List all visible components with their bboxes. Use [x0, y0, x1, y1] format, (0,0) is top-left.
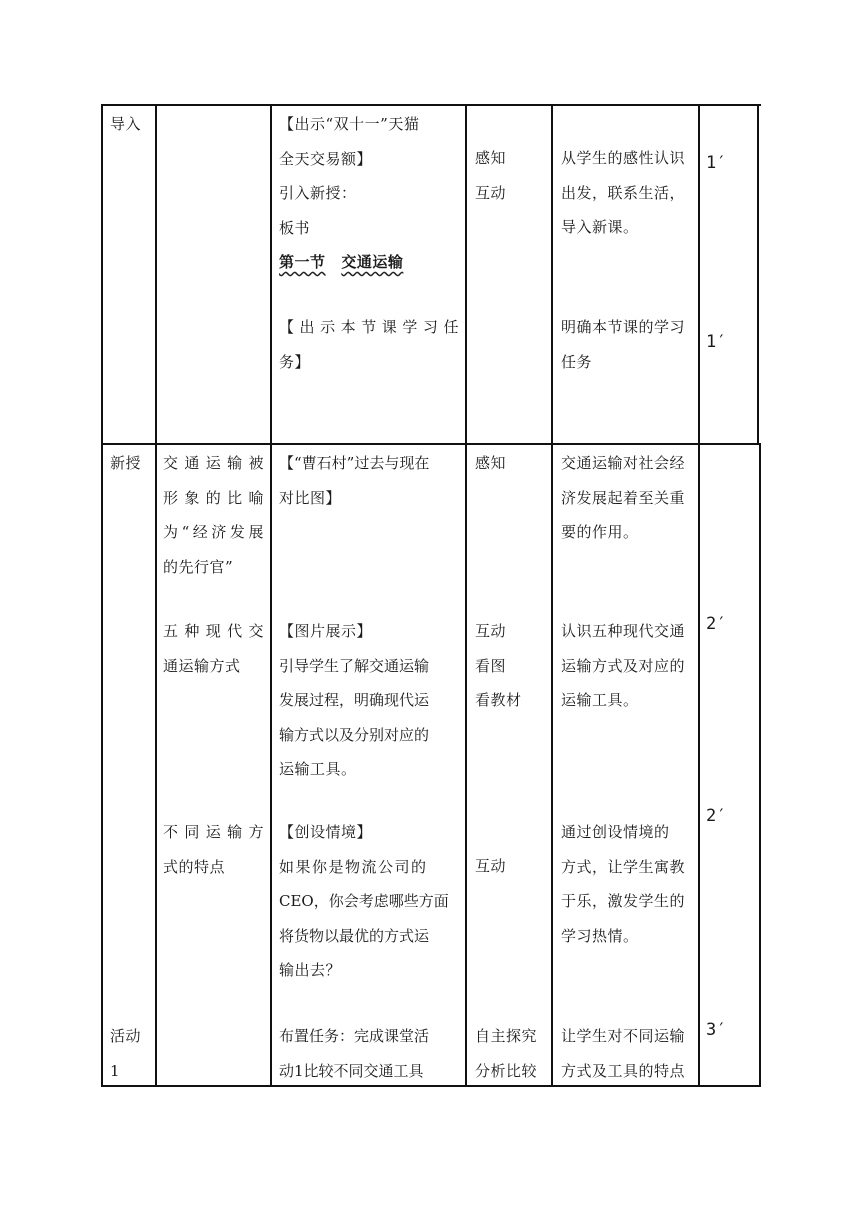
activity-line: 板书: [279, 218, 311, 237]
intro-intent-cell-2: [561, 310, 697, 379]
table-col-divider: [155, 104, 157, 1087]
stage-label-new: [110, 446, 141, 481]
new-content-cell-2: [163, 614, 264, 683]
section-title: 交通运输: [341, 253, 404, 271]
time-value: 1′: [706, 153, 727, 173]
activity-line: 【“曹石村”过去与现在: [279, 454, 430, 472]
method-line: 互动: [475, 183, 507, 202]
activity-line: 运输工具。: [279, 760, 357, 778]
intent-line: 要的作用。: [561, 523, 639, 541]
activity-line: 对比图】: [279, 488, 342, 507]
activity-line: 将货物以最优的方式运: [279, 926, 430, 945]
activity-method-cell: [475, 1019, 537, 1088]
time-value: 3′: [706, 1020, 727, 1040]
section-heading: [279, 245, 459, 280]
section-number: 第一节: [279, 253, 326, 271]
table-col-divider: [270, 104, 272, 1087]
time-value: 2′: [706, 614, 727, 634]
intro-method-cell: [475, 141, 506, 210]
table-col-divider: [698, 104, 700, 1087]
intent-line: 于乐，激发学生的: [561, 892, 686, 910]
time-value: 1′: [706, 332, 727, 352]
intent-line: 认识五种现代交通: [561, 622, 686, 640]
intro-activity-cell-2: [279, 310, 459, 379]
activity-line: 输方式以及分别对应的: [279, 725, 430, 744]
new-activity-cell-2: [279, 614, 461, 787]
content-line: 不同运输方: [163, 823, 264, 841]
intro-activity-cell: [279, 107, 459, 280]
method-line: 自主探究: [475, 1027, 538, 1045]
intent-line: 出发，联系生活，: [561, 183, 686, 202]
method-line: 感知: [475, 149, 507, 167]
content-line: 形象的比喻: [163, 488, 264, 507]
activity-line: 【出示本节课学习任: [279, 318, 459, 336]
method-line: 互动: [475, 857, 507, 875]
content-line: 交通运输被: [163, 454, 264, 472]
new-activity-cell-1: [279, 446, 461, 515]
method-line: 看图: [475, 656, 507, 675]
table-col-divider: [465, 104, 467, 1087]
content-line: 的先行官”: [163, 557, 234, 576]
stage-text: 新授: [110, 454, 142, 472]
method-line: 看教材: [475, 691, 522, 709]
time-value: 2′: [706, 806, 727, 826]
intent-line: 让学生对不同运输: [561, 1027, 686, 1045]
activity-line: 引导学生了解交通运输: [279, 656, 430, 675]
activity-line: 动1比较不同交通工具: [279, 1061, 424, 1080]
stage-text: 活动: [110, 1027, 142, 1045]
activity-line: CEO，你会考虑哪些方面: [279, 892, 449, 910]
activity-intent-cell: [561, 1019, 697, 1088]
new-activity-cell-3: [279, 815, 461, 988]
intent-line: 学习热情。: [561, 926, 639, 945]
table-border-left: [101, 104, 103, 1087]
content-line: 五种现代交: [163, 622, 264, 640]
intent-line: 通过创设情境的: [561, 823, 670, 841]
new-method-cell-2: [475, 614, 522, 718]
intent-line: 从学生的感性认识: [561, 149, 686, 167]
new-intent-cell-2: [561, 614, 697, 718]
activity-line: 【出示“双十一”天猫: [279, 115, 420, 133]
activity-line: 务】: [279, 352, 311, 371]
method-line: 分析比较: [475, 1061, 538, 1080]
content-line: 通运输方式: [163, 656, 241, 675]
content-line: 为“经济发展: [163, 523, 264, 541]
intent-line: 交通运输对社会经: [561, 454, 686, 472]
activity-line: 发展过程，明确现代运: [279, 691, 430, 709]
intent-line: 方式及工具的特点: [561, 1061, 686, 1080]
intent-line: 济发展起着至关重: [561, 488, 686, 507]
stage-text: 1: [110, 1061, 121, 1080]
intent-line: 明确本节课的学习: [561, 318, 686, 336]
intent-line: 方式，让学生寓教: [561, 857, 686, 876]
activity-line: 如果你是物流公司的: [279, 857, 428, 876]
new-intent-cell-3: [561, 815, 697, 953]
method-line: 互动: [475, 622, 507, 640]
stage-label-activity: [110, 1019, 141, 1088]
stage-label-intro: [110, 107, 141, 142]
intent-line: 运输方式及对应的: [561, 656, 686, 675]
activity-line: 【创设情境】: [279, 823, 373, 841]
intro-intent-cell: [561, 141, 697, 245]
intent-line: 任务: [561, 352, 593, 371]
table-border-top: [101, 104, 761, 106]
method-line: 感知: [475, 454, 507, 472]
new-method-cell-3: [475, 849, 506, 884]
intent-line: 导入新课。: [561, 218, 639, 236]
activity-line: 输出去？: [279, 961, 342, 979]
activity-line: 引入新授：: [279, 184, 357, 202]
table-border-right: [757, 104, 759, 444]
activity-task-cell: [279, 1019, 461, 1088]
stage-text: 导入: [110, 115, 142, 133]
new-method-cell-1: [475, 446, 506, 481]
activity-line: 【图片展示】: [279, 622, 373, 640]
intent-line: 运输工具。: [561, 691, 639, 709]
content-line: 式的特点: [163, 857, 226, 876]
new-content-cell-3: [163, 815, 264, 884]
new-content-cell-1: [163, 446, 264, 584]
activity-line: 布置任务：完成课堂活: [279, 1027, 430, 1045]
new-intent-cell-1: [561, 446, 697, 550]
activity-line: 全天交易额】: [279, 149, 373, 168]
table-border-right: [759, 443, 761, 1087]
table-row-divider: [101, 443, 759, 445]
table-col-divider: [551, 104, 553, 1087]
